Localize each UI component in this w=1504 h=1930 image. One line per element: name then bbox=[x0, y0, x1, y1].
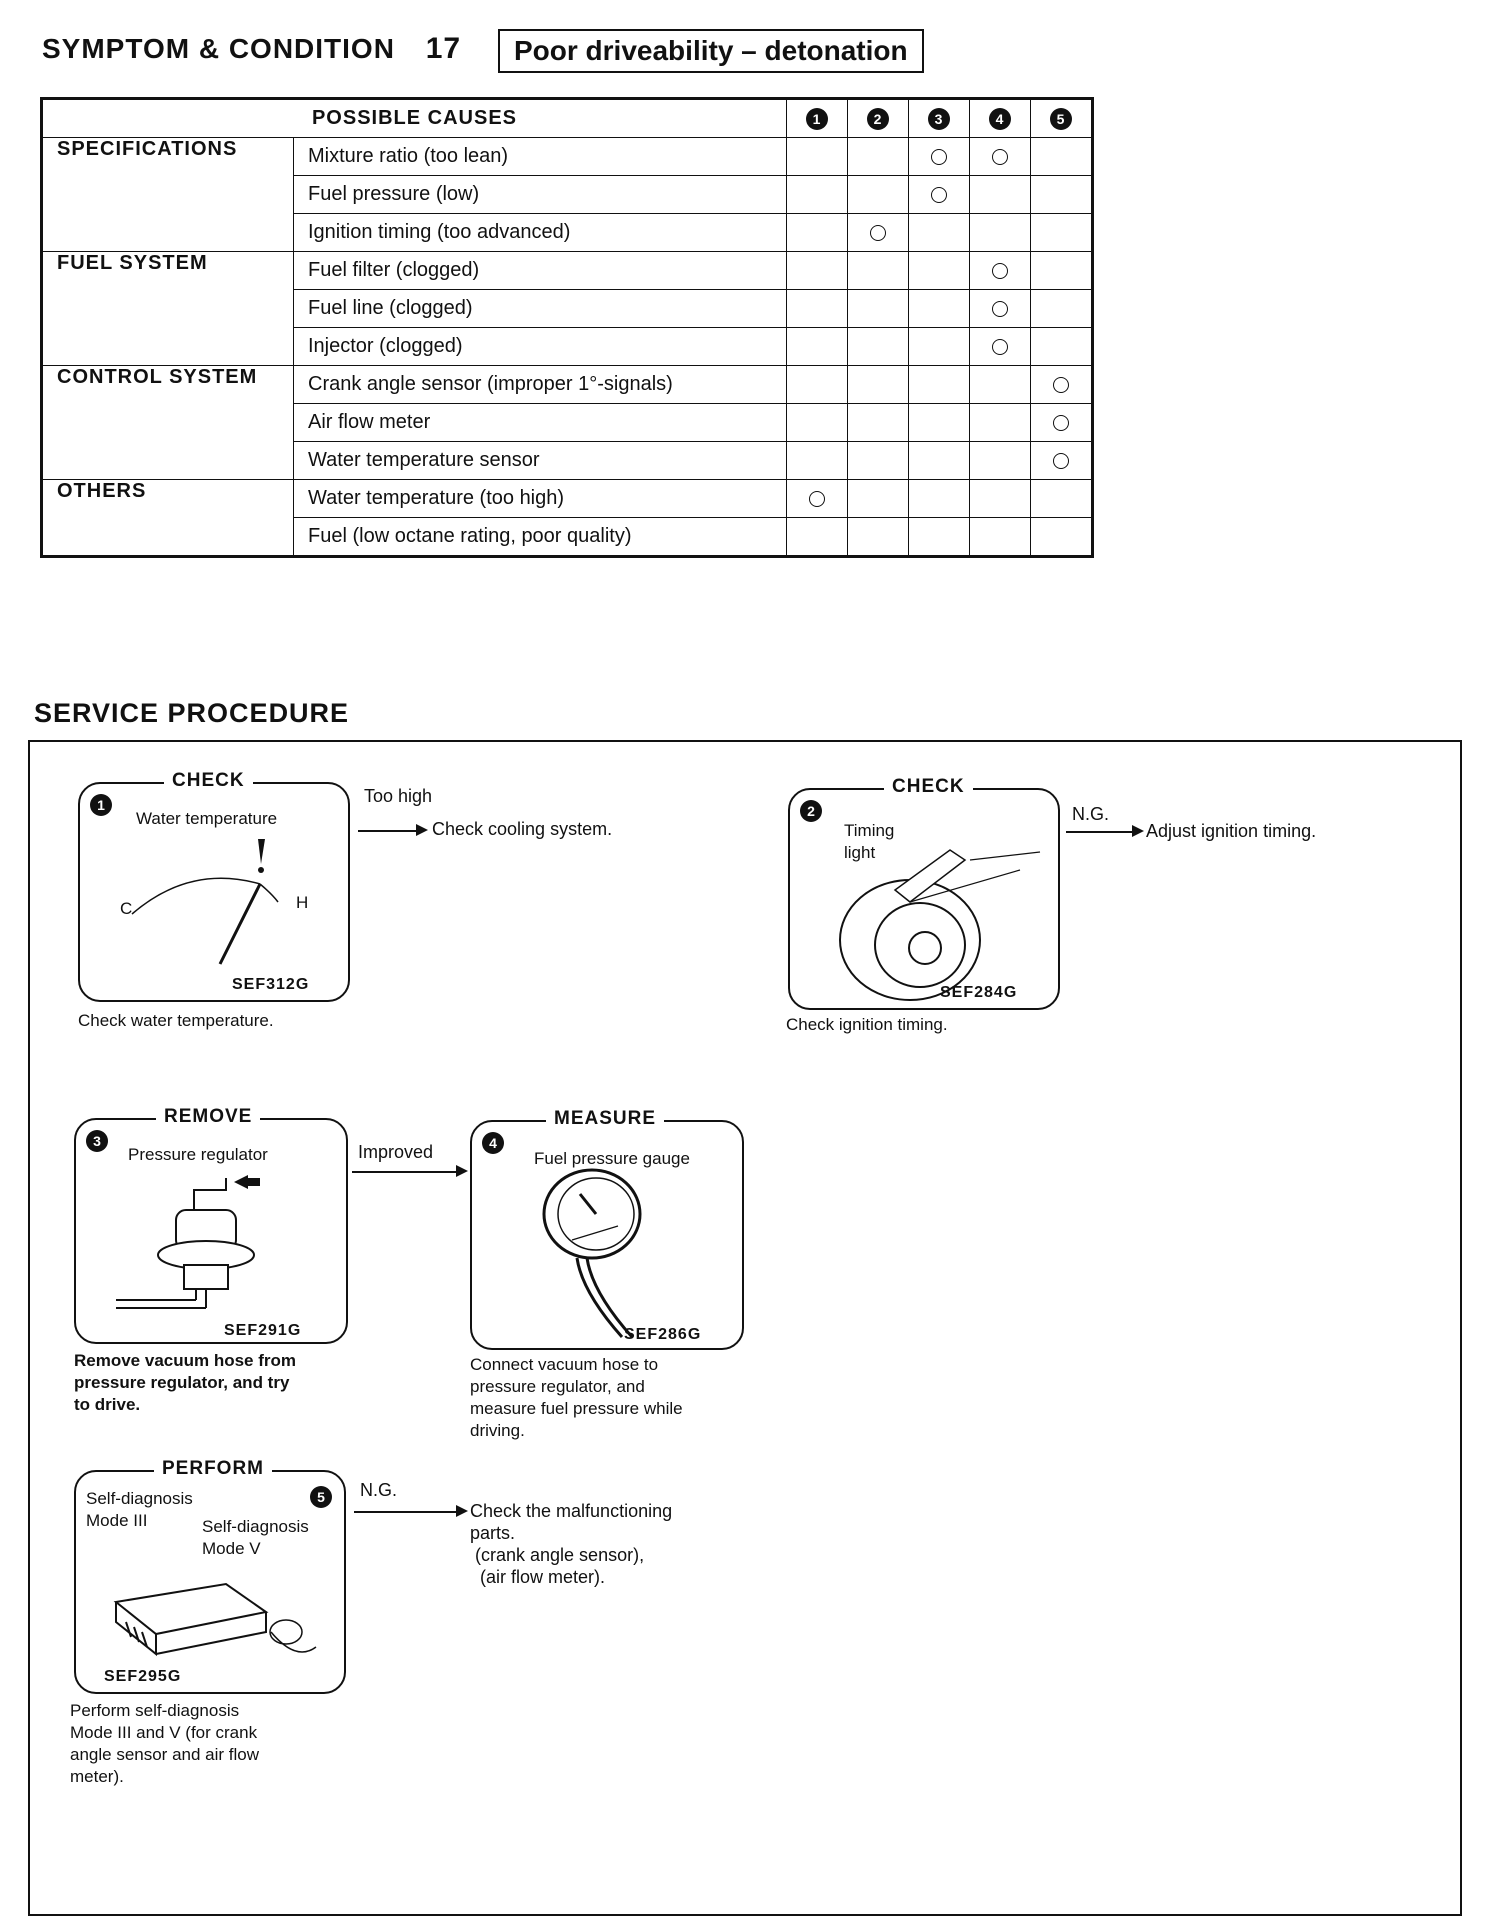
service-procedure-heading: SERVICE PROCEDURE bbox=[34, 698, 350, 728]
mark-cell bbox=[787, 442, 848, 480]
circle-mark-icon bbox=[809, 491, 825, 507]
step5-title: PERFORM bbox=[154, 1458, 272, 1480]
cause-cell: Ignition timing (too advanced) bbox=[294, 214, 787, 252]
step-col-5: 5 bbox=[1031, 99, 1093, 138]
mark-cell bbox=[1031, 442, 1093, 480]
mark-cell bbox=[909, 252, 970, 290]
step3-label: Pressure regulator bbox=[128, 1145, 268, 1164]
arrow-right-icon bbox=[416, 824, 428, 836]
step1-caption: Check water temperature. bbox=[78, 1011, 274, 1030]
timing-light-icon bbox=[790, 790, 1058, 1008]
pressure-regulator-icon bbox=[76, 1120, 346, 1342]
step4-number-icon: 4 bbox=[482, 1132, 504, 1154]
heading-text: SYMPTOM & CONDITION bbox=[42, 33, 395, 64]
step3-caption: Remove vacuum hose from pressure regulator, and try to drive. bbox=[74, 1351, 297, 1414]
cause-category: SPECIFICATIONS bbox=[42, 138, 294, 252]
step3-number-icon: 3 bbox=[86, 1130, 108, 1152]
step2-figure-code: SEF284G bbox=[940, 984, 1018, 1001]
step5-flow-label: N.G. bbox=[360, 1480, 398, 1500]
step1-title: CHECK bbox=[164, 770, 253, 792]
mark-cell bbox=[787, 252, 848, 290]
cause-cell: Air flow meter bbox=[294, 404, 787, 442]
mark-cell bbox=[848, 252, 909, 290]
mark-cell bbox=[1031, 290, 1093, 328]
mark-cell bbox=[970, 480, 1031, 518]
mark-cell bbox=[848, 442, 909, 480]
arrow-right-icon bbox=[1132, 825, 1144, 837]
mark-cell bbox=[909, 518, 970, 557]
cause-category: OTHERS bbox=[42, 480, 294, 557]
mark-cell bbox=[909, 404, 970, 442]
mark-cell bbox=[848, 176, 909, 214]
mark-cell bbox=[909, 328, 970, 366]
mark-cell bbox=[909, 176, 970, 214]
step2-number-icon: 2 bbox=[800, 800, 822, 822]
circle-mark-icon bbox=[870, 225, 886, 241]
step2-caption: Check ignition timing. bbox=[786, 1015, 948, 1034]
step1-figure-code: SEF312G bbox=[232, 976, 310, 993]
step5-flow-line bbox=[354, 1511, 458, 1513]
cause-cell: Water temperature sensor bbox=[294, 442, 787, 480]
mark-cell bbox=[1031, 404, 1093, 442]
step-col-3: 3 bbox=[909, 99, 970, 138]
cause-cell: Injector (clogged) bbox=[294, 328, 787, 366]
table-row bbox=[42, 252, 1093, 290]
step-col-2: 2 bbox=[848, 99, 909, 138]
step-col-4: 4 bbox=[970, 99, 1031, 138]
step1-flow-text: Check cooling system. bbox=[432, 819, 613, 839]
step1-label: Water temperature bbox=[136, 809, 278, 828]
cause-cell: Fuel pressure (low) bbox=[294, 176, 787, 214]
mark-cell bbox=[970, 252, 1031, 290]
cause-category: FUEL SYSTEM bbox=[42, 252, 294, 366]
step3-flow-line bbox=[352, 1171, 458, 1173]
mark-cell bbox=[787, 290, 848, 328]
circle-mark-icon bbox=[992, 263, 1008, 279]
step2-card bbox=[788, 776, 1060, 1010]
step5-label-mode5: Self-diagnosis Mode V bbox=[202, 1517, 309, 1558]
possible-causes-table bbox=[40, 97, 1094, 558]
mark-cell bbox=[848, 518, 909, 557]
mark-cell bbox=[787, 404, 848, 442]
mark-cell bbox=[787, 366, 848, 404]
step2-title: CHECK bbox=[884, 776, 973, 798]
mark-cell bbox=[787, 328, 848, 366]
step3-flow-label: Improved bbox=[358, 1142, 434, 1162]
table-row bbox=[42, 366, 1093, 404]
circle-mark-icon bbox=[992, 339, 1008, 355]
table-row bbox=[42, 480, 1093, 518]
mark-cell bbox=[970, 290, 1031, 328]
gauge-hot-label: H bbox=[296, 893, 309, 912]
step5-caption: Perform self-diagnosis Mode III and V (for crank angle sensor and air flow meter). bbox=[70, 1701, 260, 1786]
mark-cell bbox=[1031, 328, 1093, 366]
mark-cell bbox=[848, 366, 909, 404]
mark-cell bbox=[1031, 480, 1093, 518]
step4-figure-code: SEF286G bbox=[624, 1326, 702, 1343]
mark-cell bbox=[1031, 252, 1093, 290]
mark-cell bbox=[1031, 176, 1093, 214]
mark-cell bbox=[1031, 518, 1093, 557]
step-col-1: 1 bbox=[787, 99, 848, 138]
mark-cell bbox=[909, 366, 970, 404]
mark-cell bbox=[1031, 366, 1093, 404]
step3-title: REMOVE bbox=[156, 1106, 260, 1128]
mark-cell bbox=[970, 328, 1031, 366]
step2-flow-line bbox=[1066, 831, 1134, 833]
symptom-heading bbox=[42, 32, 461, 66]
step4-title: MEASURE bbox=[546, 1108, 664, 1130]
gauge-cold-label: C bbox=[120, 899, 133, 918]
step2-flow-text: Adjust ignition timing. bbox=[1146, 821, 1317, 841]
step2-label: Timing light bbox=[844, 821, 895, 862]
step5-figure-code: SEF295G bbox=[104, 1668, 182, 1685]
table-header-row bbox=[42, 99, 1093, 138]
cause-category: CONTROL SYSTEM bbox=[42, 366, 294, 480]
cause-cell: Fuel (low octane rating, poor quality) bbox=[294, 518, 787, 557]
circle-mark-icon bbox=[1053, 453, 1069, 469]
arrow-right-icon bbox=[456, 1505, 468, 1517]
symptom-number: 17 bbox=[425, 32, 462, 65]
mark-cell bbox=[970, 518, 1031, 557]
step1-flow-line bbox=[358, 830, 418, 832]
possible-causes-header: POSSIBLE CAUSES bbox=[42, 99, 787, 138]
mark-cell bbox=[848, 328, 909, 366]
circle-mark-icon bbox=[931, 149, 947, 165]
step1-number-icon: 1 bbox=[90, 794, 112, 816]
step3-card bbox=[74, 1106, 348, 1344]
mark-cell bbox=[787, 214, 848, 252]
mark-cell bbox=[1031, 214, 1093, 252]
circle-mark-icon bbox=[931, 187, 947, 203]
step3-figure-code: SEF291G bbox=[224, 1322, 302, 1339]
cause-cell: Fuel line (clogged) bbox=[294, 290, 787, 328]
table-body bbox=[42, 138, 1093, 557]
step2-flow-label: N.G. bbox=[1072, 804, 1110, 824]
step1-flow-label: Too high bbox=[364, 786, 433, 806]
circle-mark-icon bbox=[1053, 415, 1069, 431]
step5-label-mode3: Self-diagnosis Mode III bbox=[86, 1489, 193, 1530]
circle-mark-icon bbox=[992, 149, 1008, 165]
mark-cell bbox=[1031, 138, 1093, 176]
step5-number-icon: 5 bbox=[310, 1486, 332, 1508]
table-row bbox=[42, 138, 1093, 176]
fuel-pressure-gauge-icon bbox=[472, 1122, 742, 1348]
mark-cell bbox=[970, 176, 1031, 214]
circle-mark-icon bbox=[1053, 377, 1069, 393]
mark-cell bbox=[909, 290, 970, 328]
mark-cell bbox=[848, 480, 909, 518]
mark-cell bbox=[787, 518, 848, 557]
step4-card bbox=[470, 1108, 744, 1350]
step5-card bbox=[74, 1458, 346, 1694]
step5-flow-text: Check the malfunctioning parts. (crank angle sensor), (air flow meter). bbox=[470, 1501, 673, 1587]
symptom-title-box: Poor driveability – detonation bbox=[498, 29, 924, 73]
mark-cell bbox=[970, 404, 1031, 442]
mark-cell bbox=[909, 138, 970, 176]
cause-cell: Fuel filter (clogged) bbox=[294, 252, 787, 290]
cause-cell: Crank angle sensor (improper 1°-signals) bbox=[294, 366, 787, 404]
mark-cell bbox=[848, 404, 909, 442]
mark-cell bbox=[848, 290, 909, 328]
ecu-control-unit-icon bbox=[76, 1472, 344, 1692]
mark-cell bbox=[848, 138, 909, 176]
mark-cell bbox=[787, 176, 848, 214]
mark-cell bbox=[970, 366, 1031, 404]
step4-label: Fuel pressure gauge bbox=[534, 1149, 690, 1168]
mark-cell bbox=[970, 214, 1031, 252]
mark-cell bbox=[909, 214, 970, 252]
mark-cell bbox=[970, 442, 1031, 480]
mark-cell bbox=[909, 480, 970, 518]
step4-caption: Connect vacuum hose to pressure regulator, and measure fuel pressure while driving. bbox=[470, 1355, 683, 1440]
mark-cell bbox=[909, 442, 970, 480]
mark-cell bbox=[848, 214, 909, 252]
mark-cell bbox=[970, 138, 1031, 176]
circle-mark-icon bbox=[992, 301, 1008, 317]
step1-card bbox=[78, 770, 350, 1002]
cause-cell: Water temperature (too high) bbox=[294, 480, 787, 518]
mark-cell bbox=[787, 480, 848, 518]
arrow-right-icon bbox=[456, 1165, 468, 1177]
mark-cell bbox=[787, 138, 848, 176]
cause-cell: Mixture ratio (too lean) bbox=[294, 138, 787, 176]
